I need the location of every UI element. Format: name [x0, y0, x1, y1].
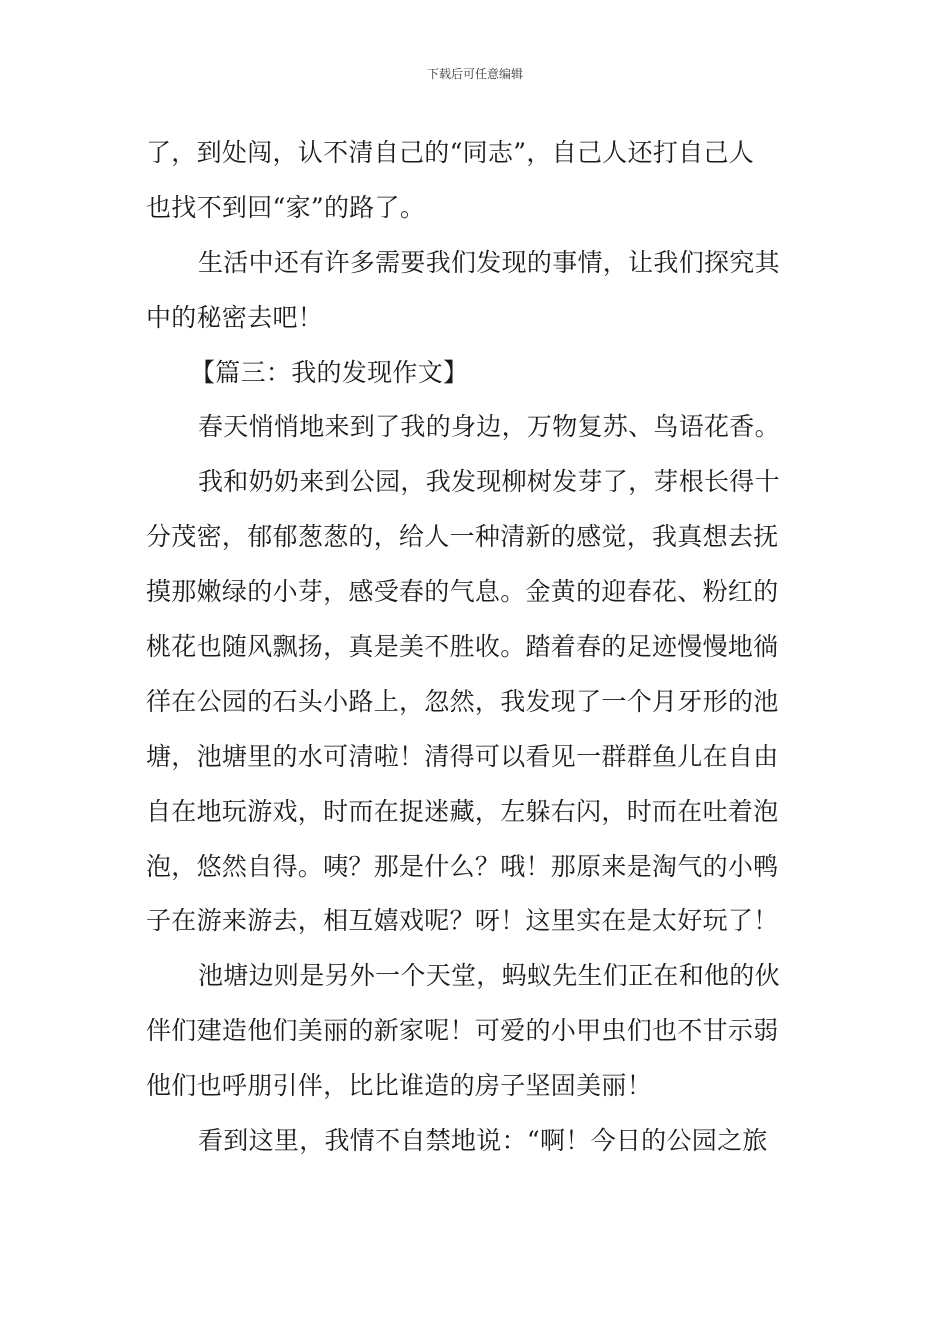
text-line: 自在地玩游戏，时而在捉迷藏，左躲右闪，时而在吐着泡 — [146, 796, 779, 826]
paragraph-start: 看到这里，我情不自禁地说：“啊！今日的公园之旅 — [198, 1126, 768, 1156]
text-line: 摸那嫩绿的小芽，感受春的气息。金黄的迎春花、粉红的 — [146, 577, 779, 607]
section-heading: 【篇三：我的发现作文】 — [190, 357, 469, 387]
text-line: 徉在公园的石头小路上，忽然，我发现了一个月牙形的池 — [146, 686, 779, 716]
paragraph-start: 池塘边则是另外一个天堂，蚂蚁先生们正在和他的伙 — [198, 961, 780, 991]
text-line: 分茂密，郁郁葱葱的，给人一种清新的感觉，我真想去抚 — [146, 522, 779, 552]
text-line: 伴们建造他们美丽的新家呢！可爱的小甲虫们也不甘示弱 — [146, 1016, 779, 1046]
text-line: 桃花也随风飘扬，真是美不胜收。踏着春的足迹慢慢地徜 — [146, 632, 779, 662]
text-line: 子在游来游去，相互嬉戏呢？呀！这里实在是太好玩了！ — [146, 906, 779, 936]
text-line: 中的秘密去吧！ — [146, 302, 324, 332]
document-body — [146, 126, 806, 1169]
page-header: 下载后可任意编辑 — [426, 67, 523, 81]
paragraph-start: 我和奶奶来到公园，我发现柳树发芽了，芽根长得十 — [198, 467, 780, 497]
text-line: 泡，悠然自得。咦？那是什么？哦！那原来是淘气的小鸭 — [146, 851, 779, 881]
text-line: 了，到处闯，认不清自己的“同志”，自己人还打自己人 — [146, 138, 755, 167]
paragraph-start: 春天悄悄地来到了我的身边，万物复苏、鸟语花香。 — [198, 412, 780, 442]
text-line: 他们也呼朋引伴，比比谁造的房子坚固美丽！ — [146, 1071, 653, 1101]
text-line: 塘，池塘里的水可清啦！清得可以看见一群群鱼儿在自由 — [146, 741, 779, 771]
paragraph-start: 生活中还有许多需要我们发现的事情，让我们探究其 — [198, 247, 780, 277]
text-line: 也找不到回“家”的路了。 — [146, 192, 426, 222]
